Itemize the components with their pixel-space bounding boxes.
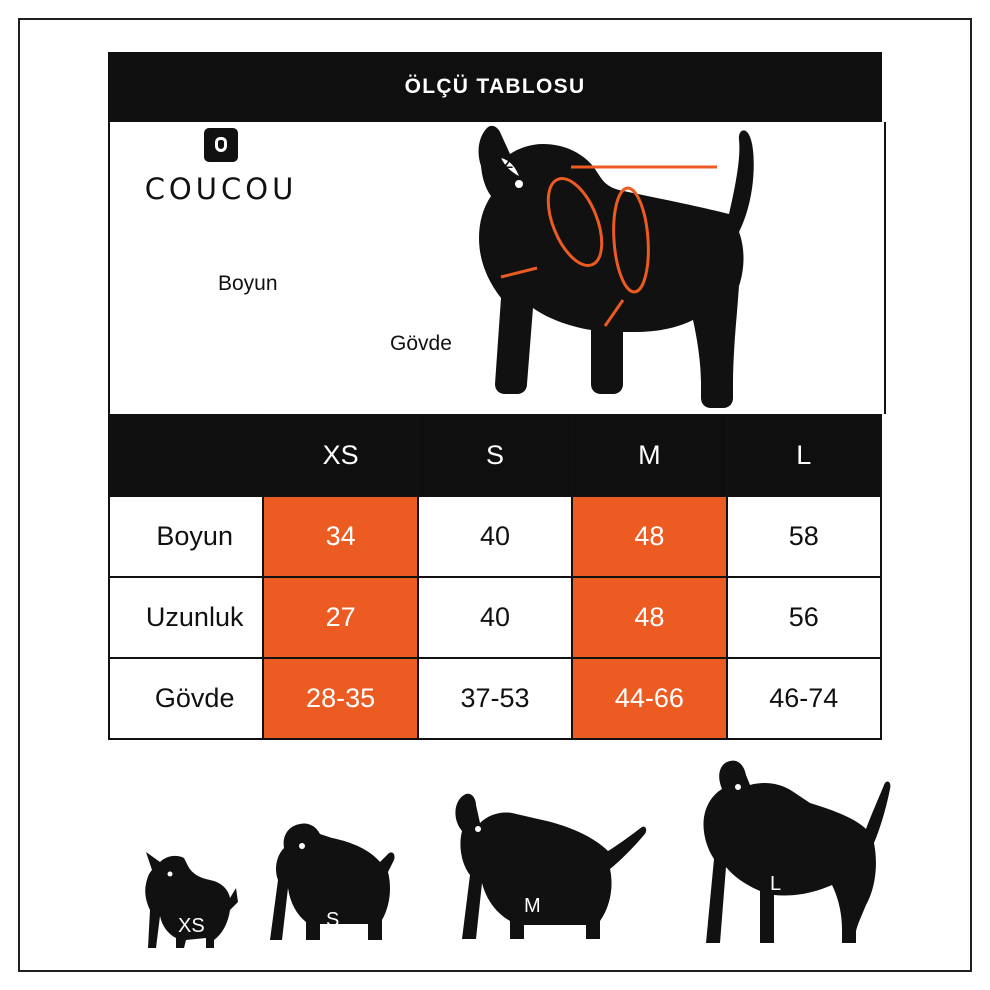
- silhouette-m: [418, 789, 648, 954]
- illustration-panel: [108, 122, 886, 414]
- cell-neck-xs: 34: [263, 496, 417, 577]
- brand-logo: [126, 128, 316, 206]
- silhouette-label-m: M: [524, 895, 541, 917]
- column-header-m: M: [572, 415, 726, 496]
- table-row: [109, 577, 881, 658]
- bullterrier-silhouette-icon: [418, 789, 648, 954]
- medium-dog-silhouette-icon: [256, 814, 416, 954]
- silhouette-label-l: L: [770, 873, 782, 895]
- cell-neck-m: 48: [572, 496, 726, 577]
- cell-neck-l: 58: [727, 496, 881, 577]
- silhouette-row: [108, 754, 882, 954]
- silhouette-label-s: S: [326, 909, 340, 931]
- silhouette-xs: [126, 844, 256, 954]
- cell-length-xs: 27: [263, 577, 417, 658]
- cell-chest-m: 44-66: [572, 658, 726, 739]
- cell-neck-s: 40: [418, 496, 572, 577]
- cell-chest-xs: 28-35: [263, 658, 417, 739]
- coucou-logo-icon: [204, 128, 238, 162]
- table-header-row: [109, 415, 881, 496]
- cell-length-s: 40: [418, 577, 572, 658]
- column-header-xs: XS: [263, 415, 417, 496]
- cell-chest-s: 37-53: [418, 658, 572, 739]
- header-bar: [108, 52, 882, 122]
- table-row: [109, 496, 881, 577]
- annotation-neck: Boyun: [218, 272, 278, 295]
- table-header: [109, 415, 881, 496]
- chart-frame: [18, 18, 972, 972]
- silhouette-l: [650, 759, 900, 954]
- annotation-chest: Gövde: [390, 332, 452, 355]
- row-label-neck: Boyun: [109, 496, 263, 577]
- cell-chest-l: 46-74: [727, 658, 881, 739]
- cell-length-m: 48: [572, 577, 726, 658]
- cell-length-l: 56: [727, 577, 881, 658]
- annotation-length: Uzunluk: [488, 150, 564, 173]
- table-row: [109, 658, 881, 739]
- size-table: [108, 414, 882, 740]
- page-title: ÖLÇÜ TABLOSU: [404, 75, 586, 98]
- large-dog-silhouette-icon: [650, 759, 900, 954]
- silhouette-label-xs: XS: [178, 915, 205, 937]
- silhouette-s: [256, 814, 416, 954]
- column-header-s: S: [418, 415, 572, 496]
- table-corner-cell: [109, 415, 263, 496]
- column-header-l: L: [727, 415, 881, 496]
- dog-side-silhouette-icon: [305, 122, 865, 414]
- row-label-chest: Gövde: [109, 658, 263, 739]
- row-label-length: Uzunluk: [109, 577, 263, 658]
- table-body: [109, 496, 881, 739]
- brand-name: COUCOU: [144, 172, 298, 206]
